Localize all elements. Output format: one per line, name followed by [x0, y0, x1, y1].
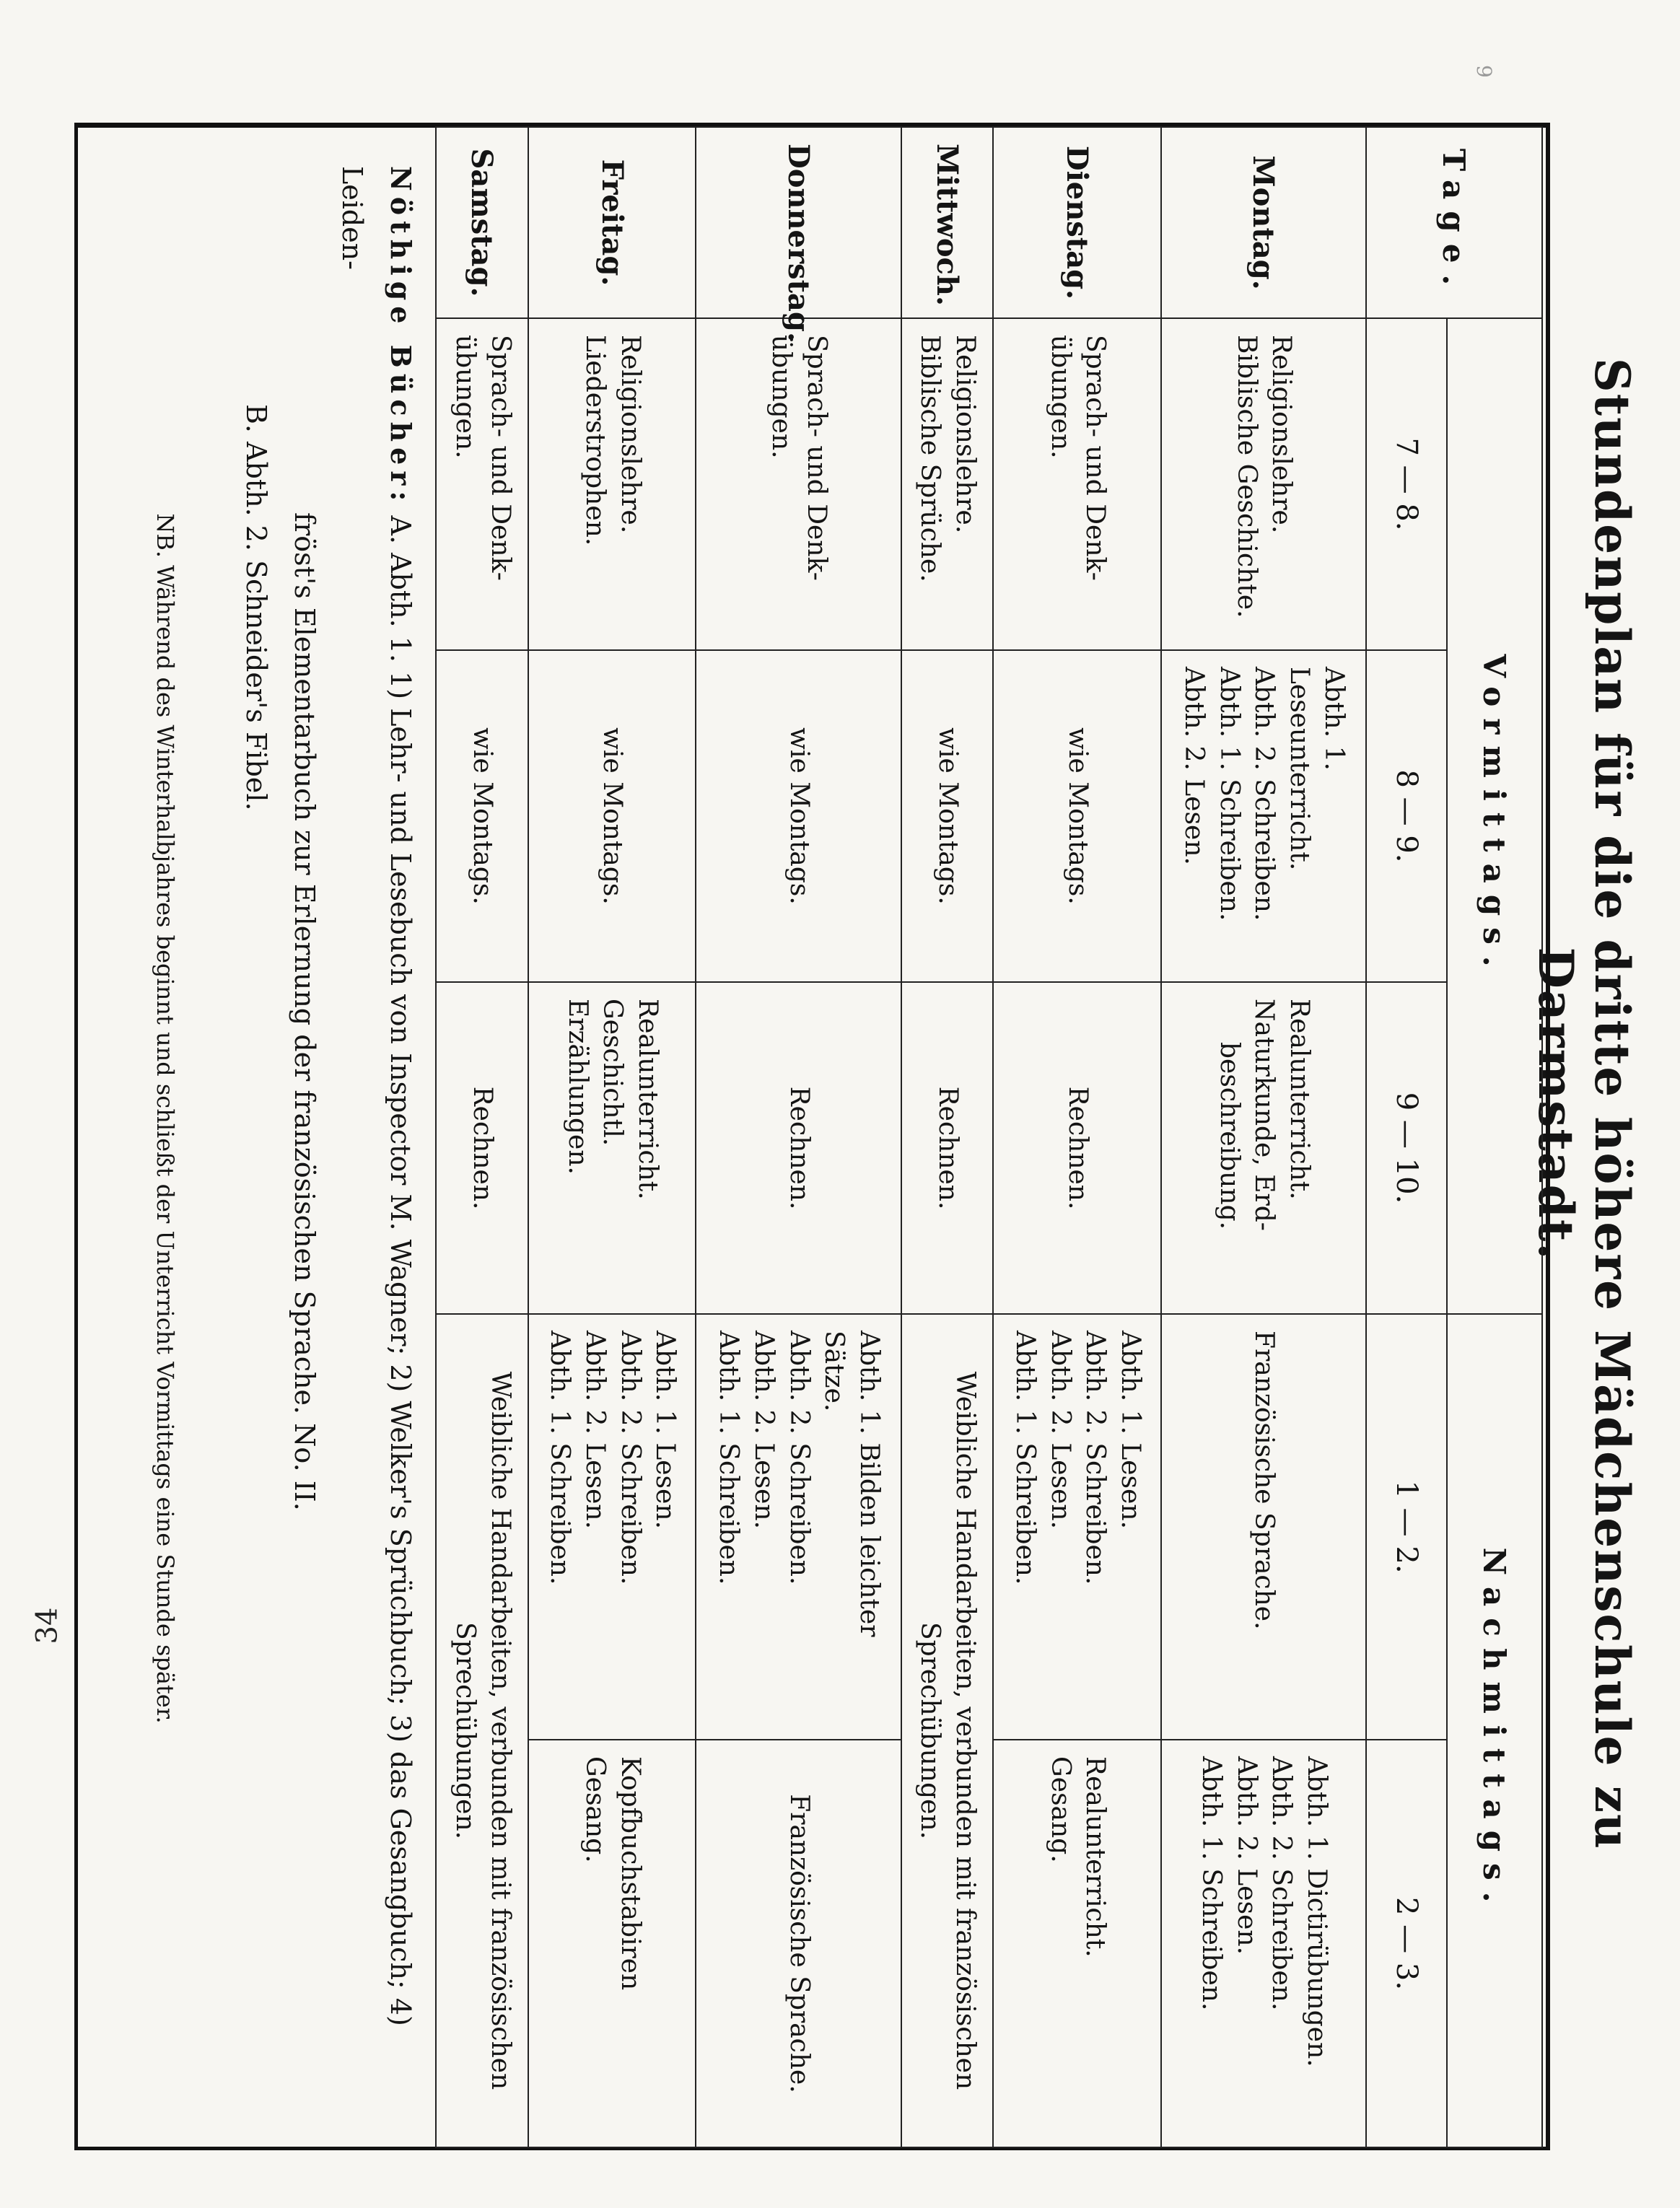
schedule-table: [435, 126, 1543, 2148]
lesson-cell: Französische Sprache.: [1161, 1314, 1366, 1740]
day-cell: Dienstag.: [993, 127, 1160, 318]
day-cell: Samstag.: [436, 127, 528, 318]
lesson-cell: wie Montags.: [993, 650, 1160, 982]
books-footnote: [232, 166, 424, 2085]
table-row: [528, 127, 696, 2147]
crop-number: 9: [1472, 65, 1496, 78]
time-header: 9 — 10.: [1366, 982, 1447, 1314]
vormittags-header: Vormittags.: [1447, 318, 1542, 1314]
lesson-cell-merged: Weibliche Handarbeiten, verbunden mit französischen Sprechübungen.: [901, 1314, 994, 2147]
lesson-cell: Abth. 1. Dictirübungen. Abth. 2. Schreiben. Abth. 2. Lesen. Abth. 1. Schreiben.: [1161, 1740, 1366, 2147]
table-row: [696, 127, 901, 2147]
days-header: Tage.: [1366, 127, 1542, 318]
books-label: Nöthige Bücher:: [385, 166, 417, 507]
lesson-cell: Realunterricht. Geschichtl. Erzählungen.: [528, 982, 696, 1314]
lesson-cell: Sprach- und Denk- übungen.: [696, 318, 901, 650]
lesson-cell: Rechnen.: [436, 982, 528, 1314]
time-header: 7 — 8.: [1366, 318, 1447, 650]
lesson-cell: Kopfbuchstabiren Gesang.: [528, 1740, 696, 2147]
lesson-cell-merged: Weibliche Handarbeiten, verbunden mit französischen Sprechübungen.: [436, 1314, 528, 2147]
books-line-a2: fröst's Elementarbuch zur Erlernung der französischen Sprache. No. II.: [289, 512, 320, 1511]
lesson-cell: Rechnen.: [901, 982, 994, 1314]
lesson-cell: wie Montags.: [436, 650, 528, 982]
lesson-cell: Abth. 1. Lesen. Abth. 2. Schreiben. Abth. 2. Lesen. Abth. 1. Schreiben.: [993, 1314, 1160, 1740]
day-cell: Mittwoch.: [901, 127, 994, 318]
lesson-cell: Realunterricht. Naturkunde, Erd- beschreibung.: [1161, 982, 1366, 1314]
lesson-cell: wie Montags.: [901, 650, 994, 982]
schedule-table-wrap: [435, 126, 1543, 2147]
books-line-b: B. Abth. 2. Schneider's Fibel.: [240, 404, 273, 811]
lesson-cell: Religionslehre. Biblische Sprüche.: [901, 318, 994, 650]
lesson-cell: Rechnen.: [696, 982, 901, 1314]
nachmittags-header: Nachmittags.: [1447, 1314, 1542, 2147]
lesson-cell: Religionslehre. Biblische Geschichte.: [1161, 318, 1366, 650]
lesson-cell: Sprach- und Denk- übungen.: [436, 318, 528, 650]
lesson-cell: Abth. 1. Leseunterricht. Abth. 2. Schreiben. Abth. 1. Schreiben. Abth. 2. Lesen.: [1161, 650, 1366, 982]
lesson-cell: Rechnen.: [993, 982, 1160, 1314]
table-row: [993, 127, 1160, 2147]
books-line-a: A. Abth. 1. 1) Lehr- und Lesebuch von Inspector M. Wagner; 2) Welker's Sprüchbuch; 3) das Gesangbuch; 4) Leiden-: [336, 166, 416, 2026]
table-row: [436, 127, 528, 2147]
nb-note: NB. Während des Winterhalbjahres beginnt und schließt der Unterricht Vormittags eine Stunde später.: [152, 513, 179, 1724]
day-cell: Montag.: [1161, 127, 1366, 318]
lesson-cell: wie Montags.: [696, 650, 901, 982]
lesson-cell: wie Montags.: [528, 650, 696, 982]
day-cell: Donnerstag.: [696, 127, 901, 318]
lesson-cell: Französische Sprache.: [696, 1740, 901, 2147]
time-header: 2 — 3.: [1366, 1740, 1447, 2147]
table-row: [901, 127, 994, 2147]
day-cell: Freitag.: [528, 127, 696, 318]
lesson-cell: Abth. 1. Bilden leichter Sätze. Abth. 2. Schreiben. Abth. 2. Lesen. Abth. 1. Schreiben.: [696, 1314, 901, 1740]
page-number: 34: [30, 1607, 64, 1644]
lesson-cell: Abth. 1. Lesen. Abth. 2. Schreiben. Abth. 2. Lesen. Abth. 1. Schreiben.: [528, 1314, 696, 1740]
table-row: [1161, 127, 1366, 2147]
time-header: 8 — 9.: [1366, 650, 1447, 982]
lesson-cell: Religionslehre. Liederstrophen.: [528, 318, 696, 650]
lesson-cell: Realunterricht. Gesang.: [993, 1740, 1160, 2147]
page-title: Stundenplan für die dritte höhere Mädchenschule zu Darmstadt.: [1528, 357, 1640, 1851]
lesson-cell: Sprach- und Denk- übungen.: [993, 318, 1160, 650]
time-header: 1 — 2.: [1366, 1314, 1447, 1740]
